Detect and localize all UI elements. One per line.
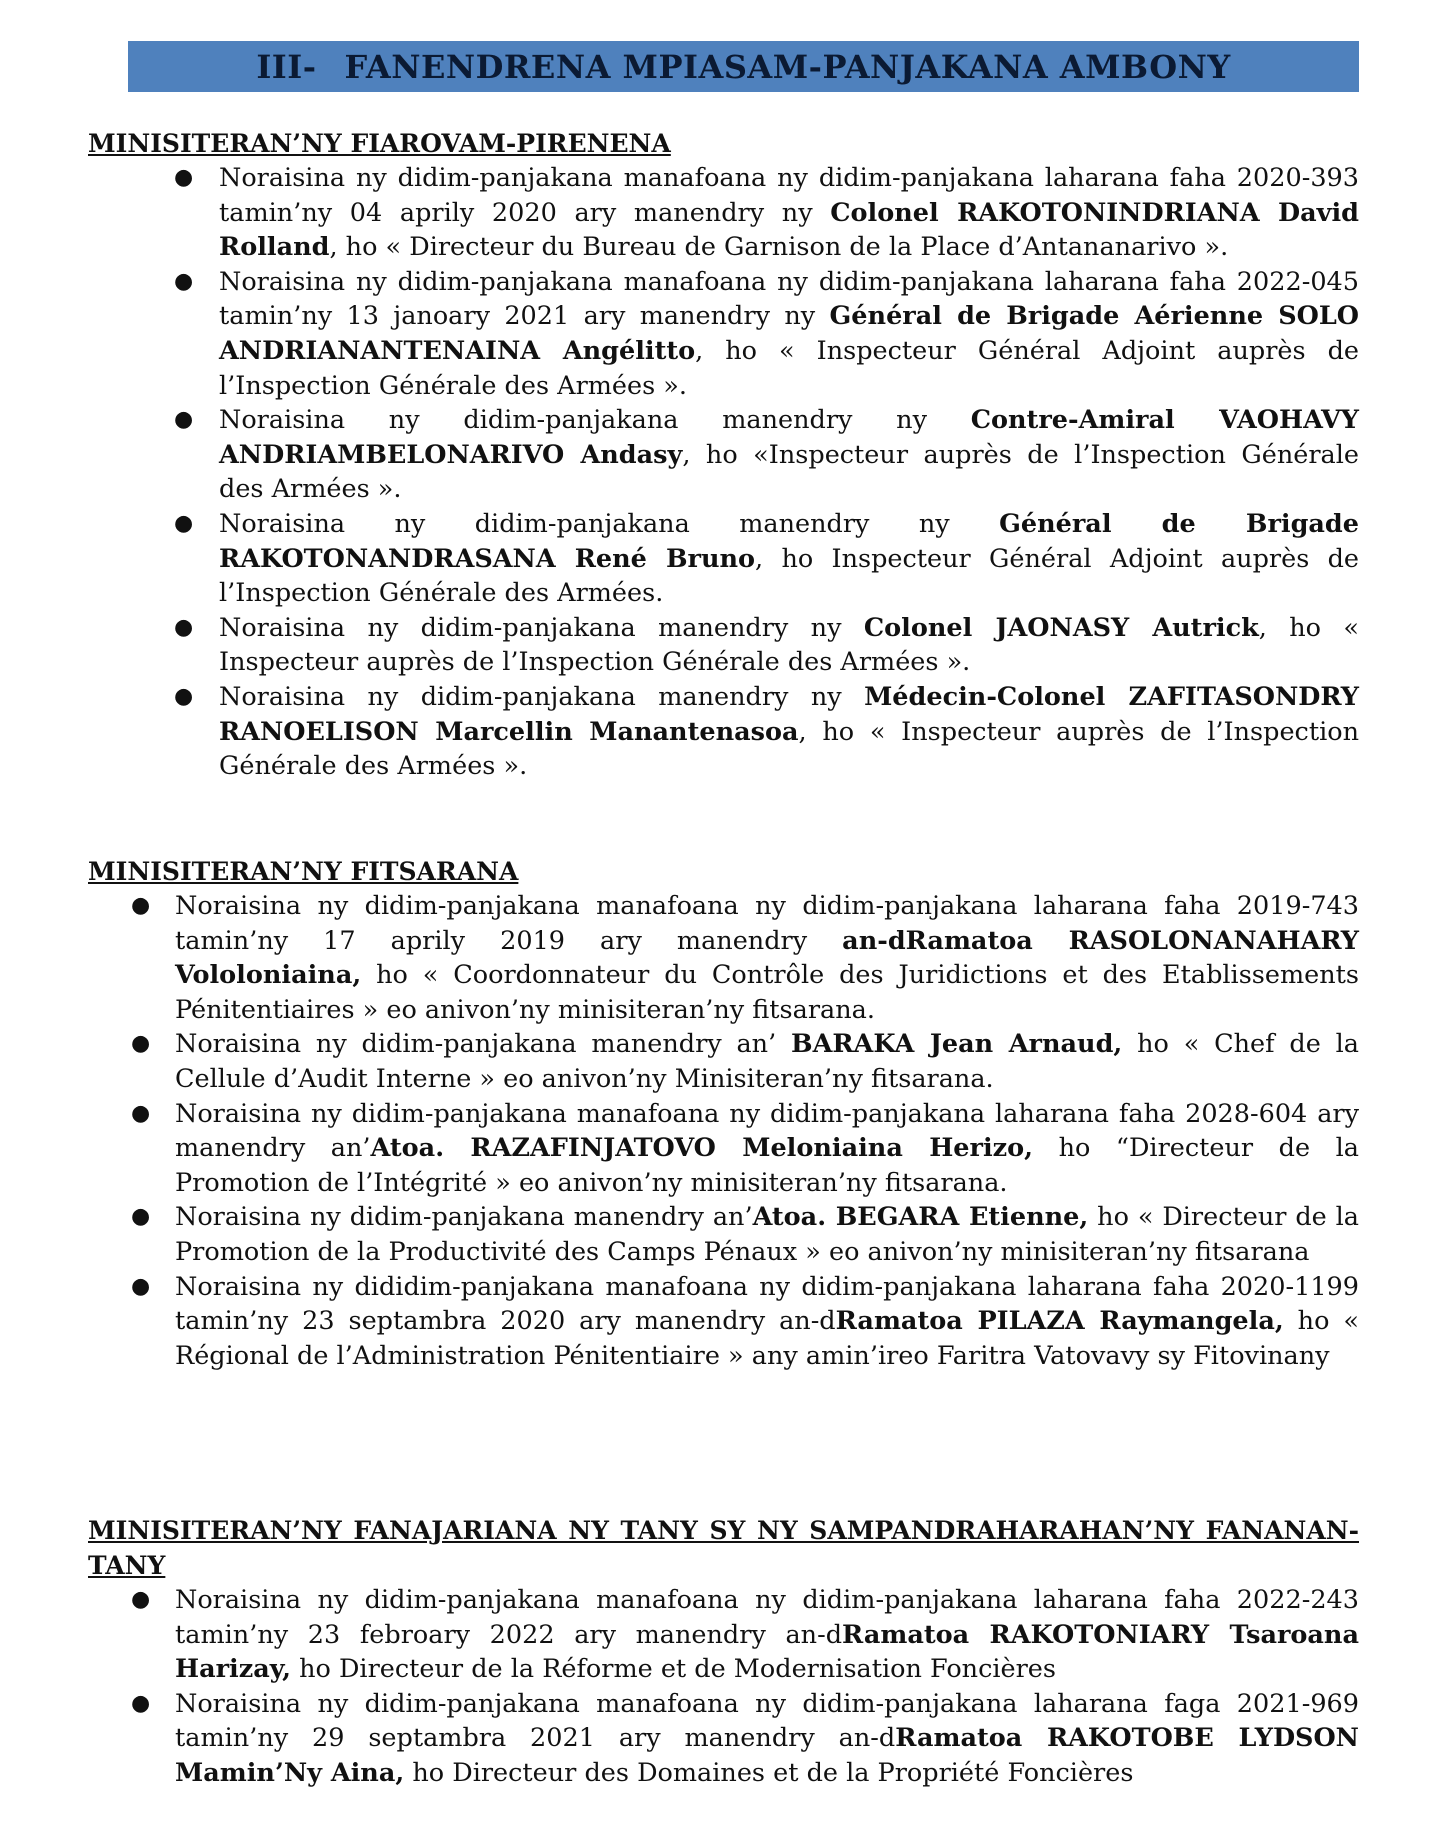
item-role: , ho Inspecteur Général Adjoint auprès de l’Inspection Générale des Armées.	[219, 543, 1360, 609]
item-role: , ho « Inspecteur auprès de l’Inspection Générale des Armées ».	[219, 716, 1359, 782]
item-text: Noraisina ny didim-panjakana manafoana ny didim-panjakana laharana faha 2020-393 tamin’ny 04 aprily 2020 ary manendry ny	[219, 163, 1359, 228]
item-text: Noraisina ny didim-panjakana manendry ny	[219, 612, 864, 643]
item-name: Colonel RAKOTONINDRIANA David Rolland	[219, 197, 1359, 263]
bullet-icon: ●	[174, 165, 194, 190]
list-item	[88, 1097, 1359, 1201]
item-name: Médecin-Colonel ZAFITASONDRY RANOELISON Marcellin Manantenasoa	[219, 681, 1359, 747]
banner-number: III-	[256, 47, 317, 86]
list-item	[88, 507, 1359, 611]
bullet-icon: ●	[131, 1100, 151, 1126]
item-role: , ho « Inspecteur Général Adjoint auprès de l’Inspection Générale des Armées ».	[219, 335, 1359, 401]
item-name: Contre-Amiral VAOHAVY ANDRIAMBELONARIVO Andasy	[219, 405, 1359, 470]
item-list	[88, 889, 1359, 1373]
item-name: an-dRamatoa RASOLONANAHARY Vololoniaina,	[175, 925, 1359, 991]
list-item	[88, 611, 1359, 680]
item-name: Ramatoa RAKOTOBE LYDSON Mamin’Ny Aina,	[175, 1723, 1359, 1788]
section-land	[88, 1513, 1359, 1791]
item-list	[88, 1583, 1359, 1791]
item-role: ho Directeur des Domaines et de la Propriété Foncières	[404, 1757, 1134, 1788]
item-role: ho « Coordonnateur du Contrôle des Juridictions et des Etablissements Pénitentiaires » eo anivon’ny minisiteran’ny fitsarana.	[175, 960, 1359, 1025]
item-role: , ho «Inspecteur auprès de l’Inspection Générale des Armées ».	[219, 439, 1359, 505]
item-text: Noraisina ny didim-panjakana manafoana ny didim-panjakana laharana faha 2028-604 ary manendry an’	[175, 1098, 1359, 1164]
bullet-icon: ●	[131, 1587, 151, 1612]
list-item	[88, 403, 1359, 507]
item-text: Noraisina ny didim-panjakana manendry an’	[175, 1029, 792, 1060]
bullet-icon: ●	[174, 268, 194, 294]
item-text: Noraisina ny didim-panjakana manendry ny	[219, 405, 971, 436]
bullet-icon: ●	[174, 683, 194, 709]
item-name: Ramatoa PILAZA Raymangela,	[835, 1306, 1284, 1337]
item-name: Atoa. BEGARA Etienne,	[752, 1202, 1089, 1233]
item-role: ho « Chef de la Cellule d’Audit Interne » eo anivon’ny Minisiteran’ny fitsarana.	[175, 1029, 1359, 1094]
item-name: Colonel JAONASY Autrick	[863, 612, 1259, 643]
item-text: Noraisina ny didim-panjakana manafoana ny didim-panjakana laharana faha 2022-045 tamin’ny 13 janoary 2021 ary manendry ny	[219, 266, 1359, 332]
list-item	[88, 1687, 1359, 1791]
item-name: Atoa. RAZAFINJATOVO Meloniaina Herizo,	[370, 1133, 1034, 1164]
item-role: ho « Directeur de la Promotion de la Productivité des Camps Pénaux » eo anivon’ny minisiteran’ny fitsarana	[175, 1202, 1359, 1267]
item-list	[88, 161, 1359, 784]
bullet-icon: ●	[131, 1031, 151, 1057]
section-heading: MINISITERAN’NY FITSARANA	[88, 857, 519, 886]
bullet-icon: ●	[174, 614, 194, 640]
list-item	[88, 1027, 1359, 1096]
item-text: Noraisina ny didim-panjakana manendry ny	[219, 508, 1000, 539]
list-item	[88, 1270, 1359, 1374]
banner-title: FANENDRENA MPIASAM-PANJAKANA AMBONY	[344, 47, 1231, 86]
item-role: ho Directeur de la Réforme et de Modernisation Foncières	[291, 1654, 1056, 1685]
list-item	[88, 1200, 1359, 1269]
bullet-icon: ●	[174, 407, 194, 433]
item-text: Noraisina ny didim-panjakana manafoana ny didim-panjakana laharana faga 2021-969 tamin’ny 29 septambra 2021 ary manendry an-d	[175, 1688, 1359, 1754]
item-name: BARAKA Jean Arnaud,	[791, 1029, 1123, 1060]
item-role: ho « Régional de l’Administration Pénitentiaire » any amin’ireo Faritra Vatovavy sy Fitovinany	[175, 1306, 1359, 1371]
list-item	[88, 1583, 1359, 1687]
bullet-icon: ●	[131, 1273, 151, 1299]
list-item	[88, 161, 1359, 265]
section-heading: MINISITERAN’NY FIAROVAM-PIRENENA	[88, 129, 671, 158]
bullet-icon: ●	[174, 510, 194, 536]
section-heading: MINISITERAN’NY FANAJARIANA NY TANY SY NY SAMPANDRAHARAHAN’NY FANANAN-TANY	[88, 1516, 1359, 1580]
bullet-icon: ●	[131, 893, 151, 918]
item-text: Noraisina ny didim-panjakana manafoana ny didim-panjakana laharana faha 2019-743 tamin’ny 17 aprily 2019 ary manendry	[175, 891, 1359, 956]
item-name: Ramatoa RAKOTONIARY Tsaroana Harizay,	[175, 1619, 1359, 1685]
list-item	[88, 889, 1359, 1027]
item-role: , ho « Inspecteur auprès de l’Inspection Générale des Armées ».	[219, 612, 1359, 678]
section-banner	[128, 41, 1359, 92]
item-role: ho “Directeur de la Promotion de l’Intégrité » eo anivon’ny minisiteran’ny fitsarana.	[175, 1133, 1359, 1198]
item-role: , ho « Directeur du Bureau de Garnison de la Place d’Antananarivo ».	[329, 232, 1229, 263]
item-name: Général de Brigade RAKOTONANDRASANA René Bruno	[219, 508, 1359, 574]
bullet-icon: ●	[131, 1690, 151, 1716]
section-defense	[88, 126, 1359, 784]
item-text: Noraisina ny didim-panjakana manafoana ny didim-panjakana laharana faha 2022-243 tamin’ny 23 febroary 2022 ary manendry an-d	[175, 1585, 1359, 1650]
item-name: Général de Brigade Aérienne SOLO ANDRIANANTENAINA Angélitto	[219, 301, 1360, 366]
bullet-icon: ●	[131, 1204, 151, 1230]
item-text: Noraisina ny didim-panjakana manendry ny	[219, 681, 865, 712]
item-text: Noraisina ny dididim-panjakana manafoana ny didim-panjakana laharana faha 2020-1199 tamin’ny 23 septambra 2020 ary manendry an-d	[175, 1271, 1359, 1337]
list-item	[88, 680, 1359, 784]
item-text: Noraisina ny didim-panjakana manendry an’	[175, 1202, 753, 1233]
section-justice	[88, 854, 1359, 1373]
list-item	[88, 265, 1359, 403]
